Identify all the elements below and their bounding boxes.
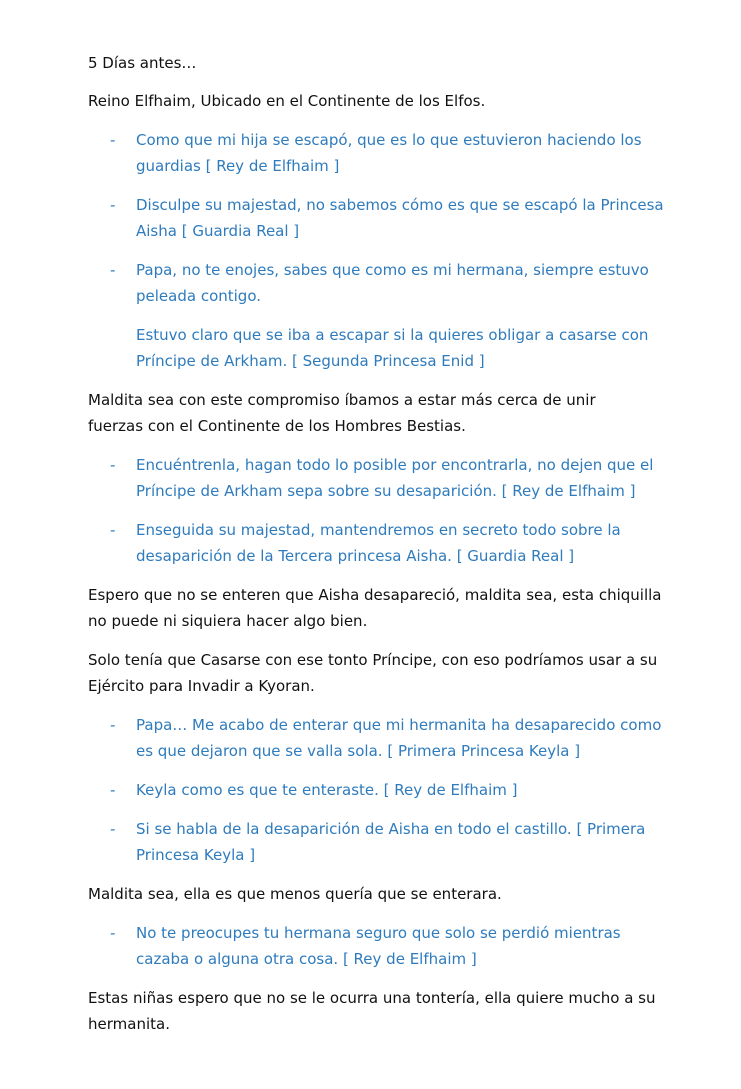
dialogue-text: No te preocupes tu hermana seguro que solo se perdió mientras cazaba o alguna otra cosa. [ Rey de Elfhaim ] bbox=[136, 924, 621, 968]
dialogue-text: Papa… Me acabo de enterar que mi hermanita ha desaparecido como es que dejaron que se valla sola. [ Primera Princesa Keyla ] bbox=[136, 716, 662, 760]
dialogue-text: Papa, no te enojes, sabes que como es mi hermana, siempre estuvo peleada contigo. bbox=[136, 261, 649, 305]
dialogue-line bbox=[88, 257, 668, 309]
narration-text: Estas niñas espero que no se le ocurra una tontería, ella quiere mucho a su hermanita. bbox=[88, 989, 656, 1033]
dialogue-line bbox=[88, 712, 668, 764]
dialogue-text: Disculpe su majestad, no sabemos cómo es que se escapó la Princesa Aisha [ Guardia Real ] bbox=[136, 196, 664, 240]
dialogue-text: Estuvo claro que se iba a escapar si la quieres obligar a casarse con Príncipe de Arkham. [ Segunda Princesa Enid ] bbox=[136, 326, 649, 370]
dialogue-dash: - bbox=[110, 716, 116, 734]
dialogue-text: Keyla como es que te enteraste. [ Rey de Elfhaim ] bbox=[136, 781, 518, 799]
dialogue-dash: - bbox=[110, 261, 116, 279]
narration-text: 5 Días antes… bbox=[88, 54, 197, 72]
dialogue-dash: - bbox=[110, 521, 116, 539]
dialogue-text: Si se habla de la desaparición de Aisha en todo el castillo. [ Primera Princesa Keyla ] bbox=[136, 820, 646, 864]
dialogue-line bbox=[88, 777, 668, 803]
narration-paragraph bbox=[88, 387, 643, 439]
dialogue-dash: - bbox=[110, 781, 116, 799]
narration-text: Maldita sea, ella es que menos quería que se enterara. bbox=[88, 885, 502, 903]
dialogue-dash: - bbox=[110, 131, 116, 149]
dialogue-text: Encuéntrenla, hagan todo lo posible por encontrarla, no dejen que el Príncipe de Arkham sepa sobre su desaparición. [ Rey de Elfhaim ] bbox=[136, 456, 654, 500]
narration-paragraph bbox=[88, 582, 668, 634]
dialogue-line bbox=[88, 452, 668, 504]
dialogue-line bbox=[88, 192, 668, 244]
narration-text: Espero que no se enteren que Aisha desapareció, maldita sea, esta chiquilla no puede ni siquiera hacer algo bien. bbox=[88, 586, 662, 630]
dialogue-continuation bbox=[88, 322, 668, 374]
narration-paragraph bbox=[88, 881, 668, 907]
dialogue-line bbox=[88, 920, 668, 972]
dialogue-line bbox=[88, 517, 668, 569]
dialogue-text: Como que mi hija se escapó, que es lo que estuvieron haciendo los guardias [ Rey de Elfhaim ] bbox=[136, 131, 642, 175]
narration-paragraph bbox=[88, 647, 668, 699]
narration-paragraph bbox=[88, 985, 668, 1037]
narration-text: Reino Elfhaim, Ubicado en el Continente de los Elfos. bbox=[88, 92, 486, 110]
dialogue-line bbox=[88, 816, 668, 868]
dialogue-text: Enseguida su majestad, mantendremos en secreto todo sobre la desaparición de la Tercera princesa Aisha. [ Guardia Real ] bbox=[136, 521, 621, 565]
dialogue-dash: - bbox=[110, 196, 116, 214]
dialogue-dash: - bbox=[110, 456, 116, 474]
document-page bbox=[88, 50, 668, 1033]
narration-paragraph bbox=[88, 50, 668, 76]
dialogue-dash: - bbox=[110, 924, 116, 942]
dialogue-line bbox=[88, 127, 668, 179]
narration-text: Solo tenía que Casarse con ese tonto Príncipe, con eso podríamos usar a su Ejército para Invadir a Kyoran. bbox=[88, 651, 658, 695]
narration-text: Maldita sea con este compromiso íbamos a estar más cerca de unir fuerzas con el Continente de los Hombres Bestias. bbox=[88, 391, 596, 435]
narration-paragraph bbox=[88, 88, 668, 114]
dialogue-dash: - bbox=[110, 820, 116, 838]
